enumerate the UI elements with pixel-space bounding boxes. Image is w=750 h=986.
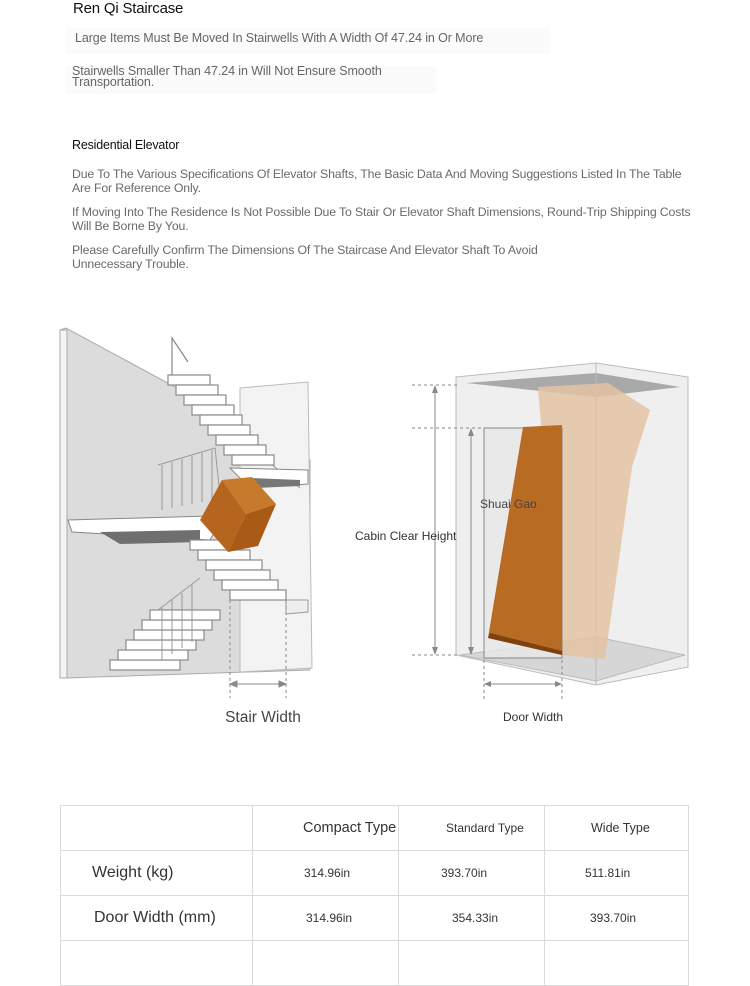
- door-height-label: Shuai Gao: [480, 497, 537, 511]
- staircase-illustration: [50, 320, 330, 730]
- table-header-standard: Standard Type: [399, 806, 545, 851]
- stairwell-warning-band: [66, 66, 436, 94]
- cell-weight-wide: 511.81in: [545, 851, 689, 896]
- door-width-label: Door Width: [502, 710, 564, 724]
- cell-door-width-standard: 354.33in: [399, 896, 545, 941]
- cell-partial-compact: [253, 941, 399, 986]
- row-label-door-width: Door Width (mm): [61, 896, 253, 941]
- elevator-note-reference: Due To The Various Specifications Of Elevator Shafts, The Basic Data And Moving Suggestions Listed In The Table Are For Reference Only.: [72, 167, 682, 195]
- stair-wall-edge: [60, 330, 67, 678]
- cabin-clear-height-label: Cabin Clear Height: [355, 529, 457, 543]
- elevator-note-confirm: Please Carefully Confirm The Dimensions Of The Staircase And Elevator Shaft To Avoid Unnecessary Trouble.: [72, 243, 538, 271]
- elevator-title: Residential Elevator: [72, 138, 180, 152]
- cell-weight-compact: 314.96in: [253, 851, 399, 896]
- elevator-illustration: [340, 355, 700, 735]
- cell-door-width-wide: 393.70in: [545, 896, 689, 941]
- cell-partial-standard: [399, 941, 545, 986]
- table-header-compact: Compact Type: [253, 806, 399, 851]
- staircase-title: Ren Qi Staircase: [73, 0, 184, 17]
- table-row: [61, 941, 689, 986]
- table-header-empty: [61, 806, 253, 851]
- table-header-wide: Wide Type: [545, 806, 689, 851]
- spec-table: [60, 805, 689, 986]
- table-header-row: [61, 806, 689, 851]
- elevator-note-shipping: If Moving Into The Residence Is Not Possible Due To Stair Or Elevator Shaft Dimensions, Round-Trip Shipping Costs Will Be Borne By You.: [72, 205, 691, 233]
- cell-partial-wide: [545, 941, 689, 986]
- row-label-weight: Weight (kg): [61, 851, 253, 896]
- stairwell-requirement-band: [66, 28, 550, 54]
- stairwell-warning-text: Stairwells Smaller Than 47.24 in Will Not Ensure Smooth Transportation.: [72, 64, 382, 89]
- row-label-partial: [61, 941, 253, 986]
- cabin-height-dimension: [412, 385, 460, 655]
- stairwell-requirement-text: Large Items Must Be Moved In Stairwells With A Width Of 47.24 in Or More: [75, 31, 484, 45]
- table-row: [61, 896, 689, 941]
- stair-width-label: Stair Width: [225, 709, 301, 726]
- table-row: [61, 851, 689, 896]
- cell-door-width-compact: 314.96in: [253, 896, 399, 941]
- cell-weight-standard: 393.70in: [399, 851, 545, 896]
